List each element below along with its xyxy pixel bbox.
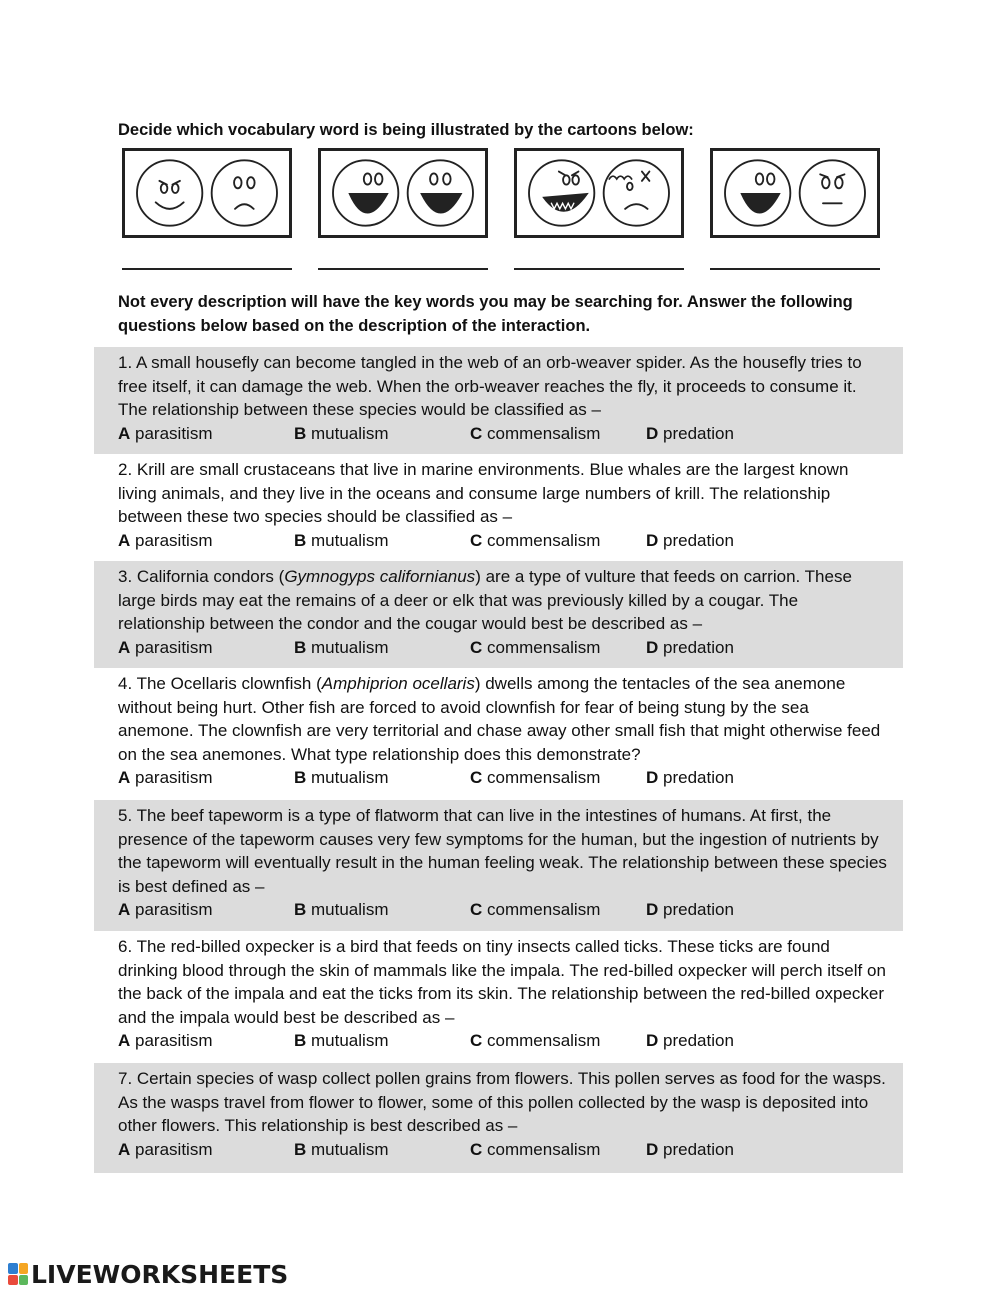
question-text: 3. California condors (Gymnogyps californianus) are a type of vulture that feeds on carrion. These large birds may eat the remains of a deer or elk that was previously killed by a cougar. The relationship between the condor and the cougar would best be described as – — [118, 567, 852, 633]
question-text: 4. The Ocellaris clownfish (Amphiprion ocellaris) dwells among the tentacles of the sea anemone without being hurt. Other fish are forced to avoid clownfish for fear of being stung by the sea anemone. The clownfish are very territorial and chase away other small fish that might otherwise feed on the sea anemones. What type relationship does this demonstrate? — [118, 674, 881, 764]
question-3 — [94, 561, 903, 668]
species-name: Gymnogyps californianus — [284, 567, 476, 586]
cartoon-instructions: Decide which vocabulary word is being illustrated by the cartoons below: — [118, 121, 694, 139]
question-text: 7. Certain species of wasp collect pollen grains from flowers. This pollen serves as food for the wasps. As the wasps travel from flower to flower, some of this pollen collected by the wasp is deposited into other flowers. This relationship is best described as – — [118, 1069, 886, 1135]
cartoon-3 — [514, 148, 684, 238]
option-a[interactable]: A parasitism — [118, 900, 213, 919]
question-text: 1. A small housefly can become tangled in the web of an orb-weaver spider. As the housefly tries to free itself, it can damage the web. When the orb-weaver reaches the fly, it proceeds to consume it. The relationship between these species would be classified as – — [118, 353, 862, 419]
option-a[interactable]: A parasitism — [118, 768, 213, 787]
cartoon-1-left-face — [137, 160, 202, 225]
logo-text: LIVEWORKSHEETS — [31, 1259, 289, 1289]
option-b[interactable]: B mutualism — [294, 1139, 389, 1159]
cartoon-2 — [318, 148, 488, 238]
option-a[interactable]: A parasitism — [118, 530, 213, 550]
option-d[interactable]: D predation — [646, 1031, 734, 1050]
option-b[interactable]: B mutualism — [294, 768, 389, 787]
question-4 — [94, 668, 903, 800]
logo-square-3 — [8, 1275, 18, 1286]
answer-options — [118, 1138, 903, 1162]
cartoon-4 — [710, 148, 880, 238]
cartoon-4-right-face — [800, 160, 865, 225]
option-d[interactable]: D predation — [646, 637, 734, 657]
question-7 — [94, 1063, 903, 1173]
answer-options — [118, 1029, 903, 1053]
option-a[interactable]: A parasitism — [118, 1139, 213, 1159]
liveworksheets-logo[interactable] — [8, 1258, 288, 1290]
logo-square-4 — [19, 1275, 29, 1286]
answer-line-2[interactable] — [318, 268, 488, 270]
cartoon-1 — [122, 148, 292, 238]
logo-icon — [8, 1263, 28, 1285]
cartoon-1-right-face — [212, 160, 277, 225]
option-c[interactable]: C commensalism — [470, 900, 601, 919]
cartoon-3-left-face — [529, 160, 594, 225]
option-c[interactable]: C commensalism — [470, 423, 601, 443]
option-a[interactable]: A parasitism — [118, 1031, 213, 1050]
option-b[interactable]: B mutualism — [294, 1031, 389, 1050]
option-d[interactable]: D predation — [646, 423, 734, 443]
logo-square-1 — [8, 1263, 18, 1274]
option-c[interactable]: C commensalism — [470, 530, 601, 550]
option-d[interactable]: D predation — [646, 768, 734, 787]
question-2 — [94, 454, 903, 561]
question-5 — [94, 800, 903, 931]
answer-options — [118, 636, 903, 660]
option-b[interactable]: B mutualism — [294, 530, 389, 550]
option-b[interactable]: B mutualism — [294, 423, 389, 443]
option-d[interactable]: D predation — [646, 530, 734, 550]
answer-line-3[interactable] — [514, 268, 684, 270]
cartoon-3-right-face — [604, 160, 669, 225]
option-c[interactable]: C commensalism — [470, 1031, 601, 1050]
answer-line-4[interactable] — [710, 268, 880, 270]
option-c[interactable]: C commensalism — [470, 768, 601, 787]
option-b[interactable]: B mutualism — [294, 637, 389, 657]
option-c[interactable]: C commensalism — [470, 637, 601, 657]
answer-options — [118, 766, 903, 790]
answer-options — [118, 529, 903, 553]
option-a[interactable]: A parasitism — [118, 637, 213, 657]
answer-options — [118, 422, 903, 446]
question-1 — [94, 347, 903, 454]
logo-square-2 — [19, 1263, 29, 1274]
option-b[interactable]: B mutualism — [294, 900, 389, 919]
answer-options — [118, 898, 903, 922]
question-text: 5. The beef tapeworm is a type of flatworm that can live in the intestines of humans. At first, the presence of the tapeworm causes very few symptoms for the human, but the ingestion of nutrients by the tapeworm will eventually result in the human feeling weak. The relationship between these species is best defined as – — [118, 806, 887, 896]
question-instructions: Not every description will have the key words you may be searching for. Answer the following questions below based on the description of the interaction. — [118, 293, 853, 335]
option-a[interactable]: A parasitism — [118, 423, 213, 443]
option-c[interactable]: C commensalism — [470, 1139, 601, 1159]
question-6 — [94, 931, 903, 1063]
question-text: 6. The red-billed oxpecker is a bird that feeds on tiny insects called ticks. These ticks are found drinking blood through the skin of mammals like the impala. The red-billed oxpecker will perch itself on the back of the impala and eat the ticks from its skin. The relationship between the red-billed oxpecker and the impala would best be described as – — [118, 937, 886, 1027]
answer-line-1[interactable] — [122, 268, 292, 270]
question-text: 2. Krill are small crustaceans that live in marine environments. Blue whales are the largest known living animals, and they live in the oceans and consume large numbers of krill. The relationship between these two species should be classified as – — [118, 460, 849, 526]
option-d[interactable]: D predation — [646, 900, 734, 919]
species-name: Amphiprion ocellaris — [321, 674, 475, 693]
option-d[interactable]: D predation — [646, 1139, 734, 1159]
